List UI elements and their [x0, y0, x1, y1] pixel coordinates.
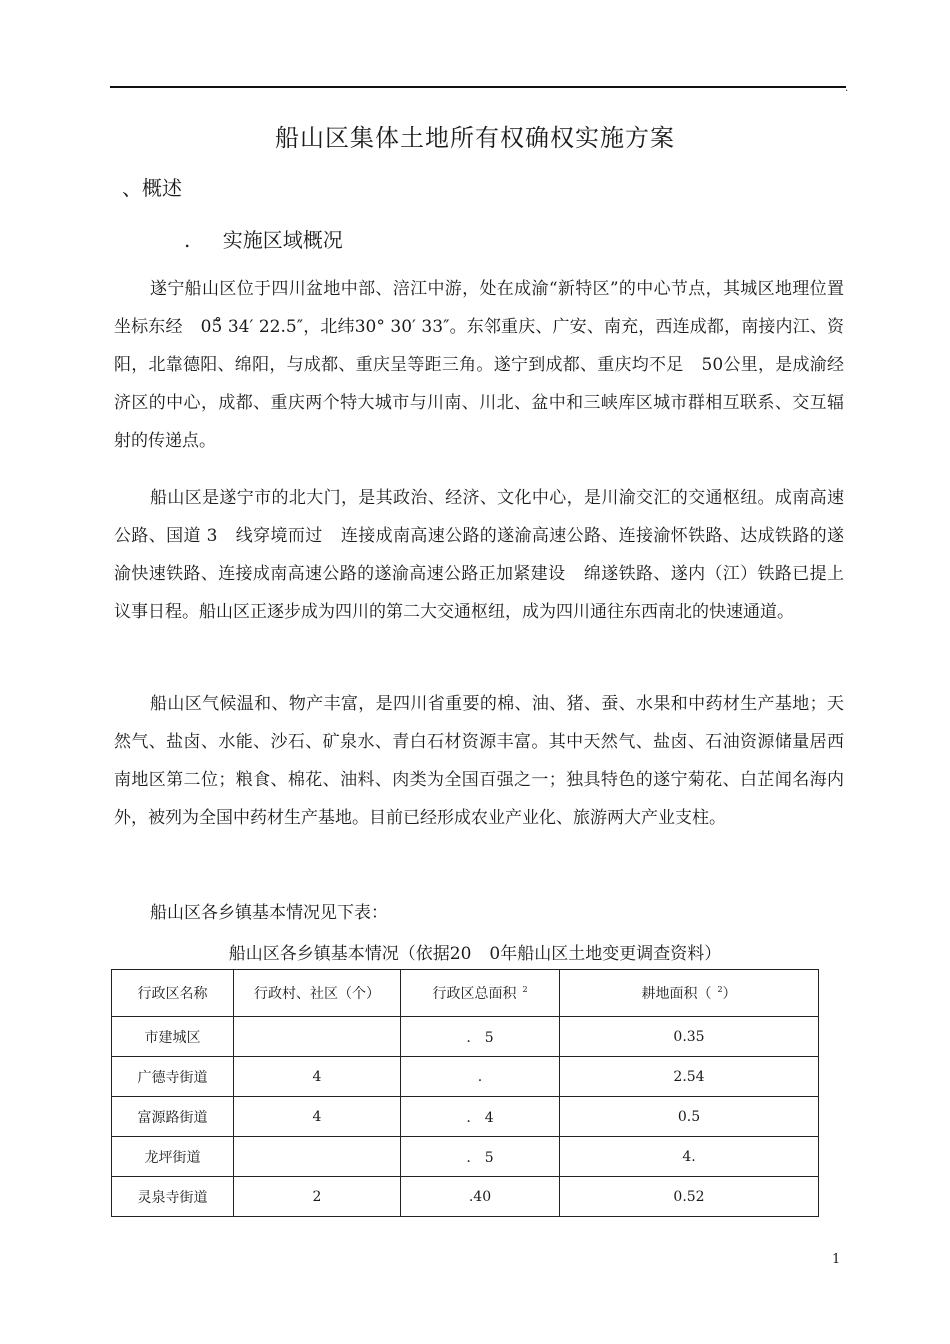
page-number: 1 — [832, 1252, 841, 1267]
table-row — [112, 1017, 819, 1057]
paragraph-transport-part-c: 连接成南高速公路的遂渝高速公路、连接渝怀铁路、达成铁路的遂渝快速铁路、连接成南高速公路的遂渝高速公路正加紧建设 — [114, 526, 845, 584]
cell-farmland: 2.54 — [560, 1057, 819, 1097]
paragraph-transport-part-a: 船山区是遂宁市的北大门，是其政治、经济、文化中心，是川渝交汇的交通枢纽。成南高速公路、国道 3 — [114, 488, 844, 546]
header-village-count: 行政村、社区（个） — [234, 970, 401, 1017]
table-row — [112, 1057, 819, 1097]
header-district-name: 行政区名称 — [112, 970, 234, 1017]
sub-heading — [184, 224, 343, 253]
township-table — [111, 969, 819, 1217]
cell-total-area: . — [401, 1057, 560, 1097]
cell-total-area: . 5 — [401, 1137, 560, 1177]
header-farmland-area-label: 耕地面积（ — [641, 986, 712, 1002]
cell-total-area: . 5 — [401, 1017, 560, 1057]
paragraph-resources: 船山区气候温和、物产丰富，是四川省重要的棉、油、猪、蚕、水果和中药材生产基地；天然气、盐卤、水能、沙石、矿泉水、青白石材资源丰富。其中天然气、盐卤、石油资源储量居西南地区第二位；粮食、棉花、油料、肉类为全国百强之一；独具特色的遂宁菊花、白芷闻名海内外，被列为全国中药材生产基地。目前已经形成农业产业化、旅游两大产业支柱。 — [114, 694, 844, 828]
cell-district: 龙坪街道 — [112, 1137, 234, 1177]
cell-total-area: . 4 — [401, 1097, 560, 1137]
table-row — [112, 1097, 819, 1137]
cell-farmland: 0.35 — [560, 1017, 819, 1057]
paragraph-table-intro: 船山区各乡镇基本情况见下表： — [150, 903, 388, 923]
cell-total-area: .40 — [401, 1177, 560, 1217]
paragraph-location-part-a: 遂宁船山区位于四川盆地中部、涪江中游，处在成渝“新特区”的中心节点，其城区地理位置坐标东经 — [114, 279, 844, 337]
paragraph-location-part-b: 05̊ 34′ 22.5″，北纬30° 30′ 33″。东邻重庆、广安、南充，西连成都，南接内江、资阳，北靠德阳、绵阳，与成都、重庆呈等距三角。遂宁到成都、重庆均不足 — [114, 317, 844, 375]
cell-villages — [234, 1017, 401, 1057]
cell-district: 灵泉寺街道 — [112, 1177, 234, 1217]
cell-farmland: 0.5 — [560, 1097, 819, 1137]
document-title: 船山区集体土地所有权确权实施方案 — [275, 124, 675, 152]
cell-farmland: 4. — [560, 1137, 819, 1177]
cell-district: 广德寺街道 — [112, 1057, 234, 1097]
sub-heading-text: 实施区域概况 — [222, 228, 343, 252]
header-total-area-sup: 2 — [522, 985, 528, 995]
table-header-row — [112, 970, 819, 1017]
header-total-area-label: 行政区总面积 — [432, 986, 517, 1002]
cell-villages: 4 — [234, 1057, 401, 1097]
table-caption-part-b: 0年船山区土地变更调查资料） — [489, 944, 722, 964]
paragraph-transport-part-b: 线穿境而过 — [235, 526, 323, 546]
cell-district: 市建城区 — [112, 1017, 234, 1057]
cell-villages: 4 — [234, 1097, 401, 1137]
header-farmland-area — [560, 970, 819, 1017]
header-rule-mark: . — [845, 83, 849, 94]
table-row — [112, 1177, 819, 1217]
table-row — [112, 1137, 819, 1177]
table-caption-part-a: 船山区各乡镇基本情况（依据20 — [228, 944, 472, 964]
section-heading: 、概述 — [122, 176, 182, 200]
cell-district: 富源路街道 — [112, 1097, 234, 1137]
paragraph-transport — [114, 479, 844, 631]
cell-farmland: 0.52 — [560, 1177, 819, 1217]
header-farmland-area-close: ） — [722, 986, 737, 1002]
paragraph-transport-part-d: 绵遂铁路、遂内（江）铁路已提上议事日程。船山区正逐步成为四川的第二大交通枢纽，成为四川通往东西南北的快速通道。 — [114, 564, 845, 622]
sub-heading-marker: . — [184, 228, 191, 252]
cell-villages: 2 — [234, 1177, 401, 1217]
paragraph-location — [114, 270, 844, 460]
table-caption — [0, 939, 950, 964]
header-rule — [110, 86, 846, 88]
header-farmland-area-sup: 2 — [717, 985, 723, 995]
header-total-area — [401, 970, 560, 1017]
paragraph-location-part-c: 50公里，是成渝经济区的中心，成都、重庆两个特大城市与川南、川北、盆中和三峡库区城市群相互联系、交互辐射的传递点。 — [114, 355, 844, 451]
cell-villages — [234, 1137, 401, 1177]
